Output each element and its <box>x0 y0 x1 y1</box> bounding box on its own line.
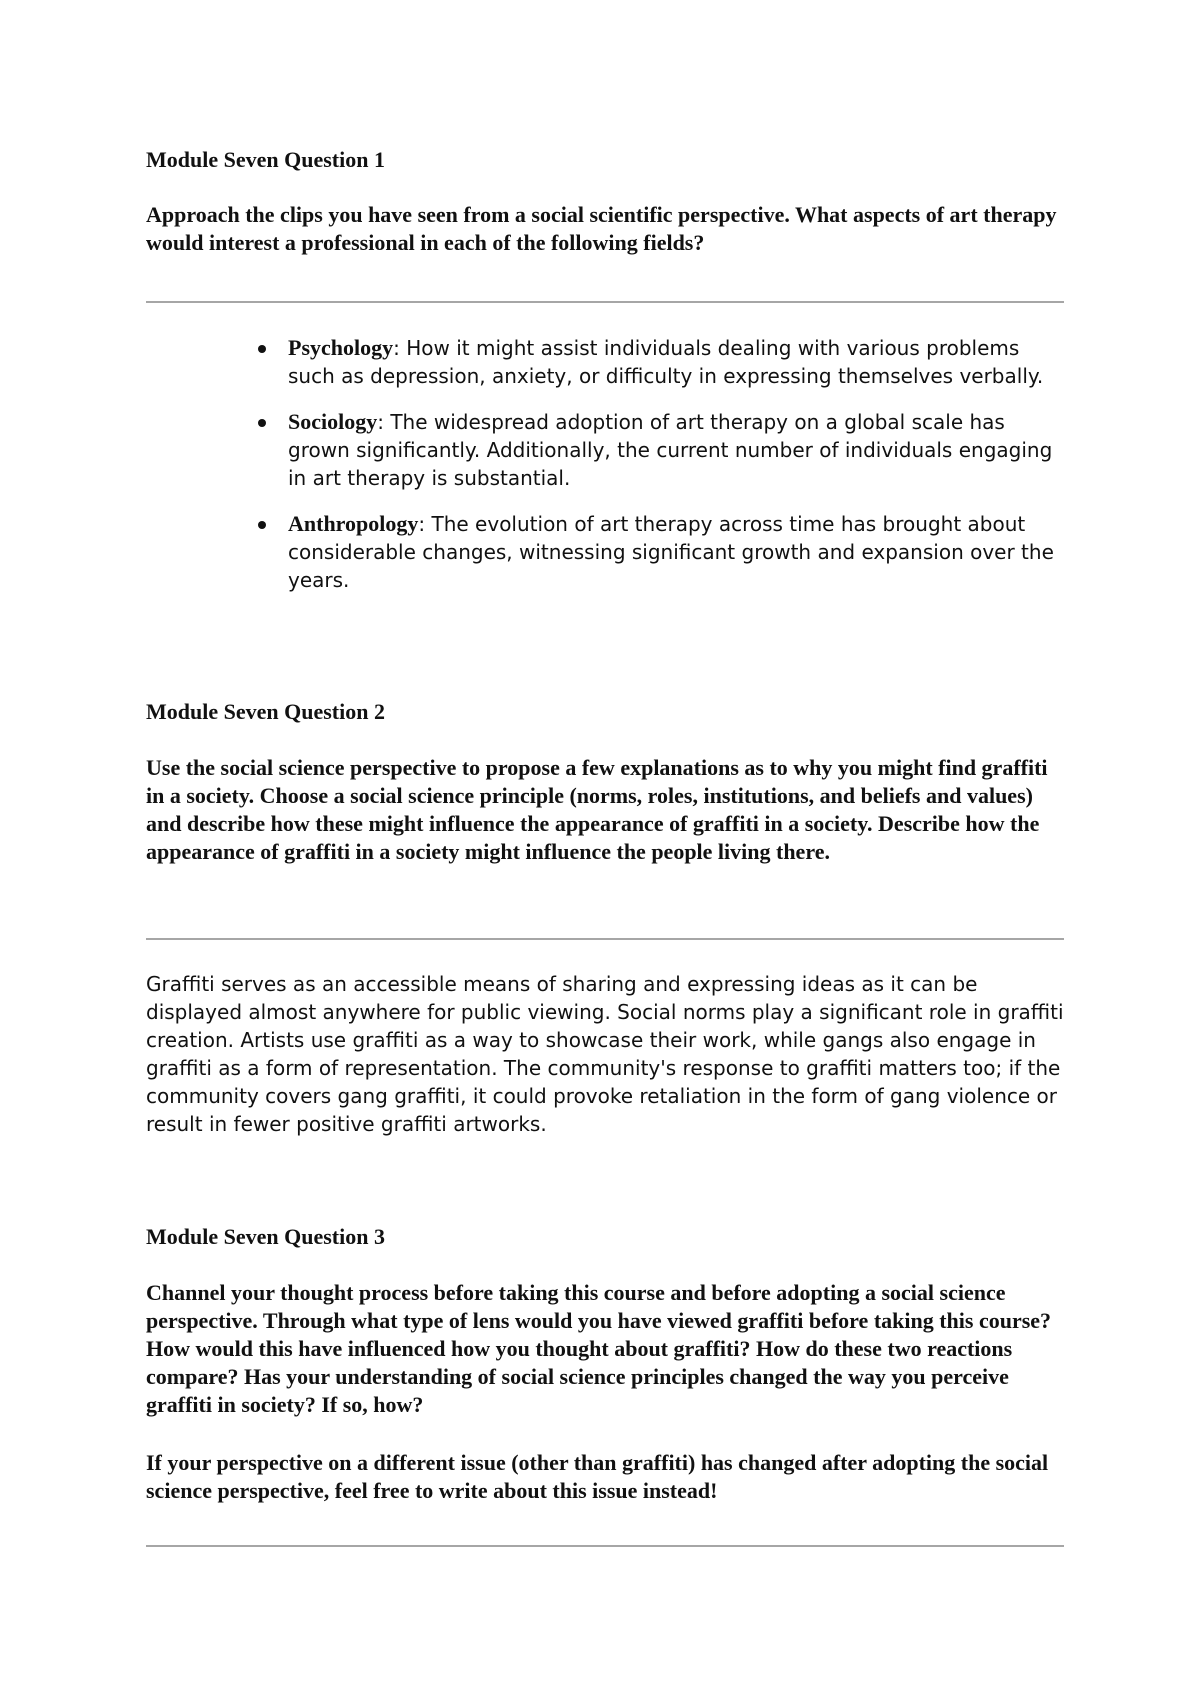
answer-1-list <box>288 334 1068 612</box>
list-item-psychology <box>288 334 1068 390</box>
question-3-prompt-note: If your perspective on a different issue (other than graffiti) has changed after adopting the social science perspective, feel free to write about this issue instead! <box>146 1450 1049 1503</box>
question-3-title: Module Seven Question 3 <box>146 1224 385 1249</box>
field-term: Psychology <box>288 335 394 360</box>
question-2-prompt: Use the social science perspective to propose a few explanations as to why you might find graffiti in a society. Choose a social science principle (norms, roles, institutions, and beliefs and values) and describe how these might influence the appearance of graffiti in a society. Describe how the appearance of graffiti in a society might influence the people living there. <box>146 755 1048 864</box>
answer-2-divider <box>146 938 1064 940</box>
question-1-title: Module Seven Question 1 <box>146 147 385 172</box>
field-term: Sociology <box>288 409 378 434</box>
question-2-answer: Graffiti serves as an accessible means of sharing and expressing ideas as it can be displayed almost anywhere for public viewing. Social norms play a significant role in graffiti creation. Artists use graffiti as a way to showcase their work, while gangs also engage in graffiti as a form of representation. The community's response to graffiti matters too; if the community covers gang graffiti, it could provoke retaliation in the form of gang violence or result in fewer positive graffiti artworks. <box>146 972 1064 1136</box>
bullet-icon <box>258 345 266 353</box>
field-term: Anthropology <box>288 511 419 536</box>
field-description: : How it might assist individuals dealing with various problems such as depression, anxiety, or difficulty in expressing themselves verbally. <box>288 336 1044 388</box>
field-description: : The evolution of art therapy across time has brought about considerable changes, witnessing significant growth and expansion over the years. <box>288 512 1054 592</box>
field-description: : The widespread adoption of art therapy on a global scale has grown significantly. Additionally, the current number of individuals engaging in art therapy is substantial. <box>288 410 1053 490</box>
answer-1-divider <box>146 301 1064 303</box>
list-item-sociology <box>288 408 1068 492</box>
list-item-anthropology <box>288 510 1068 594</box>
answer-3-divider <box>146 1545 1064 1547</box>
question-3-prompt: Channel your thought process before taking this course and before adopting a social science perspective. Through what type of lens would you have viewed graffiti before taking this course? How would this have influenced how you thought about graffiti? How do these two reactions compare? Has your understanding of social science principles changed the way you perceive graffiti in society? If so, how? <box>146 1280 1052 1417</box>
question-2-title: Module Seven Question 2 <box>146 699 385 724</box>
question-1-prompt: Approach the clips you have seen from a social scientific perspective. What aspects of art therapy would interest a professional in each of the following fields? <box>146 202 1057 255</box>
bullet-icon <box>258 521 266 529</box>
bullet-icon <box>258 419 266 427</box>
